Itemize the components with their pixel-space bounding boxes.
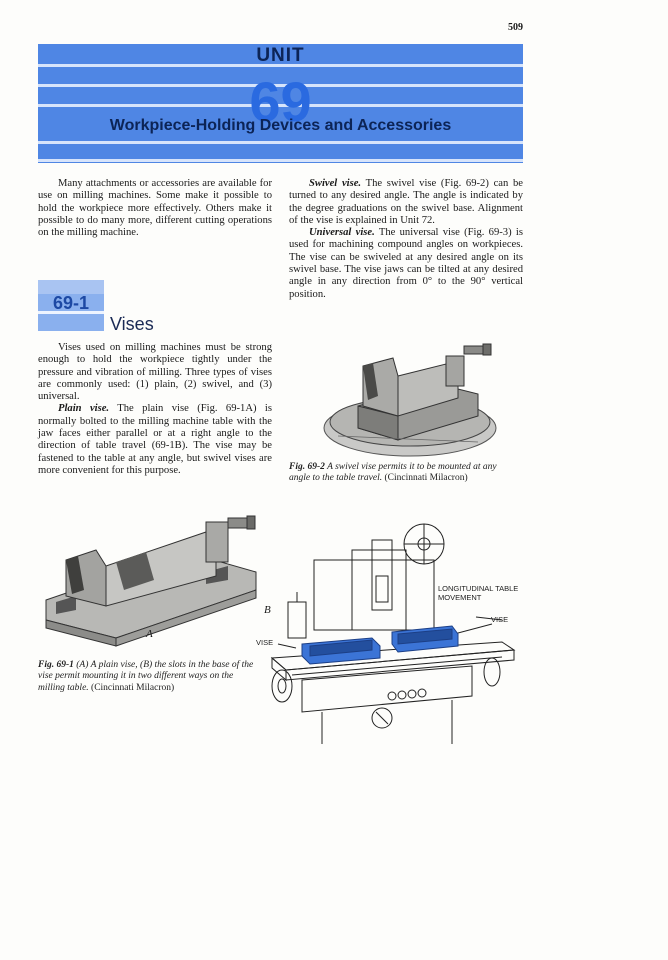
- universal-vise-text: The universal vise (Fig. 69-3) is used for machining compound angles on workpieces. The vise can be swiveled at any desired angle on its swivel base. The vise jaws can be tilted at any desired angle in any direction from 0° to the 90° vertical position.: [289, 227, 523, 300]
- unit-label: UNIT: [256, 45, 305, 66]
- intro-paragraph: [38, 178, 272, 239]
- fig-69-2-caption: [289, 462, 499, 485]
- section-title: Vises: [110, 314, 154, 334]
- vise-label-right: VISE: [491, 615, 509, 624]
- vise-label-left: VISE: [256, 638, 274, 647]
- vises-body: [38, 342, 272, 477]
- right-column-body: [289, 178, 523, 301]
- fig-69-1-part-a: A: [146, 628, 153, 640]
- universal-vise-paragraph: [289, 227, 523, 301]
- plain-vise-term: Plain vise.: [58, 403, 110, 415]
- section-number: 69-1: [52, 293, 90, 313]
- unit-number: 69: [249, 70, 312, 133]
- fig-69-1-caption: [38, 660, 260, 694]
- swivel-vise-term: Swivel vise.: [309, 178, 362, 189]
- universal-vise-term: Universal vise.: [309, 227, 375, 239]
- intro-text: Many attachments or accessories are available for use on milling machines. Some make it possible to hold the workpiece more effectively. Others make it possible to do many more, different cutting operations on the milling machine.: [38, 178, 272, 239]
- fig-69-2-label: Fig. 69-2: [289, 462, 325, 472]
- fig-69-1-text: (A) A plain vise, (B) the slots in the base of the vise permit mounting it in two different ways on the milling table.: [38, 660, 254, 693]
- swivel-vise-text: The swivel vise (Fig. 69-2) can be turned to any desired angle. The angle is indicated by the degree graduations on the swivel base. Alignment of the vise is explained in Unit 72.: [289, 178, 523, 226]
- swivel-vise-illustration: [318, 336, 498, 458]
- unit-title: Workpiece-Holding Devices and Accessories: [109, 117, 452, 134]
- swivel-vise-paragraph: [289, 178, 523, 227]
- fig-69-1-credit: (Cincinnati Milacron): [88, 682, 175, 693]
- longitudinal-movement-label: LONGITUDINAL TABLE MOVEMENT: [438, 584, 519, 602]
- fig-69-2-text: A swivel vise permits it to be mounted at any angle to the table travel.: [289, 462, 497, 484]
- fig-69-2-credit: (Cincinnati Milacron): [382, 473, 468, 484]
- fig-69-1-label: Fig. 69-1: [38, 660, 74, 670]
- page-number: 509: [508, 22, 523, 33]
- plain-vise-paragraph: [38, 403, 272, 477]
- fig-69-1-part-b: B: [264, 604, 271, 616]
- plain-vise-text: The plain vise (Fig. 69-1A) is normally bolted to the milling machine table with the jaw faces either parallel or at a right angle to the direction of table travel (69-1B). The vise may be fastened to the table at any angle, but swivel vises are more convenient for this purpose.: [38, 403, 272, 476]
- unit-banner: [38, 44, 523, 163]
- milling-table-diagram: [252, 520, 532, 744]
- vises-paragraph: Vises used on milling machines must be strong enough to hold the workpiece tightly under the pressure and vibration of milling. Three types of vises are commonly used: (1) plain, (2) swivel, and (3) universal.: [38, 342, 272, 403]
